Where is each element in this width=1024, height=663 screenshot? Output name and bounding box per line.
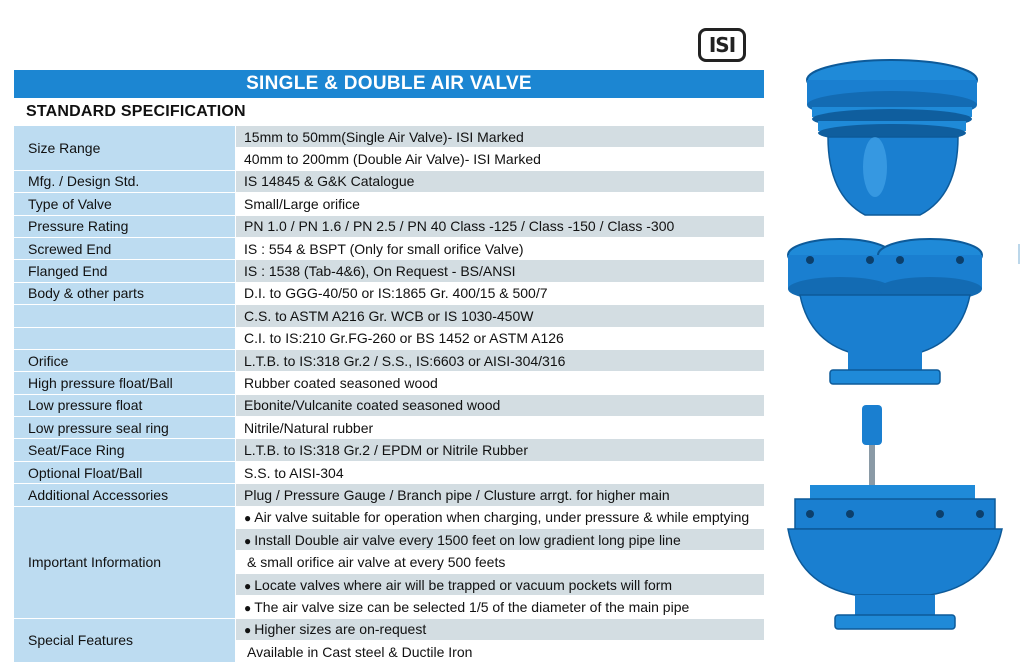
table-row — [14, 439, 764, 461]
special-features-line — [236, 618, 765, 640]
row-value: Nitrile/Natural rubber — [236, 417, 765, 439]
table-row — [14, 282, 764, 304]
table-row — [14, 193, 764, 215]
section-heading: STANDARD SPECIFICATION — [26, 103, 246, 120]
row-label — [14, 327, 236, 349]
row-label: Low pressure seal ring — [14, 417, 236, 439]
row-value: C.I. to IS:210 Gr.FG-260 or BS 1452 or ASTM A126 — [236, 327, 765, 349]
row-label: Body & other parts — [14, 282, 236, 304]
special-features-label: Special Features — [14, 618, 236, 663]
row-label: Orifice — [14, 349, 236, 371]
row-value: 40mm to 200mm (Double Air Valve)- ISI Marked — [236, 148, 765, 170]
valve-images — [770, 55, 1020, 645]
row-label: Type of Valve — [14, 193, 236, 215]
bullet-icon: ● — [244, 600, 252, 615]
line-text: Locate valves where air will be trapped or vacuum pockets will form — [254, 576, 673, 593]
important-info-line — [236, 573, 765, 595]
row-label: Pressure Rating — [14, 215, 236, 237]
line-text: Install Double air valve every 1500 feet on low gradient long pipe line — [254, 531, 681, 548]
important-info-label: Important Information — [14, 506, 236, 618]
row-label: Size Range — [14, 126, 236, 170]
row-value: IS : 1538 (Tab-4&6), On Request - BS/ANSI — [236, 260, 765, 282]
row-label: Screwed End — [14, 237, 236, 259]
row-label: Mfg. / Design Std. — [14, 170, 236, 192]
row-value: Rubber coated seasoned wood — [236, 372, 765, 394]
bullet-icon: ● — [244, 511, 252, 526]
line-text: The air valve size can be selected 1/5 of the diameter of the main pipe — [254, 598, 690, 615]
line-text: & small orifice air valve at every 500 feets — [247, 554, 506, 571]
special-features-line — [236, 640, 765, 662]
bullet-icon: ● — [244, 623, 252, 638]
row-label: Additional Accessories — [14, 484, 236, 506]
double-air-valve-image — [788, 239, 982, 384]
row-value: PN 1.0 / PN 1.6 / PN 2.5 / PN 40 Class -125 / Class -150 / Class -300 — [236, 215, 765, 237]
row-value: L.T.B. to IS:318 Gr.2 / EPDM or Nitrile Rubber — [236, 439, 765, 461]
triple-air-valve-image — [788, 405, 1002, 629]
row-value: L.T.B. to IS:318 Gr.2 / S.S., IS:6603 or AISI-304/316 — [236, 349, 765, 371]
bullet-icon: ● — [244, 533, 252, 548]
row-value: IS : 554 & BSPT (Only for small orifice Valve) — [236, 237, 765, 259]
row-value: Small/Large orifice — [236, 193, 765, 215]
table-row — [14, 372, 764, 394]
table-row — [14, 484, 764, 506]
table-row — [14, 215, 764, 237]
table-row — [14, 461, 764, 483]
table-row — [14, 394, 764, 416]
row-label: High pressure float/Ball — [14, 372, 236, 394]
table-row — [14, 506, 764, 528]
isi-logo: ISI — [698, 28, 746, 62]
row-label: Flanged End — [14, 260, 236, 282]
table-row — [14, 417, 764, 439]
row-label: Low pressure float — [14, 394, 236, 416]
important-info-line — [236, 506, 765, 528]
important-info-line — [236, 551, 765, 573]
line-text: Higher sizes are on-request — [254, 621, 427, 638]
table-row — [14, 237, 764, 259]
table-row — [14, 305, 764, 327]
row-label: Optional Float/Ball — [14, 461, 236, 483]
important-info-line — [236, 596, 765, 618]
row-value: S.S. to AISI-304 — [236, 461, 765, 483]
table-row — [14, 260, 764, 282]
row-label: Seat/Face Ring — [14, 439, 236, 461]
line-text: Available in Cast steel & Ductile Iron — [247, 643, 473, 660]
single-air-valve-image — [807, 60, 977, 215]
table-row — [14, 349, 764, 371]
row-value: IS 14845 & G&K Catalogue — [236, 170, 765, 192]
row-label — [14, 305, 236, 327]
row-value: C.S. to ASTM A216 Gr. WCB or IS 1030-450W — [236, 305, 765, 327]
row-value: 15mm to 50mm(Single Air Valve)- ISI Marked — [236, 126, 765, 148]
table-row — [14, 618, 764, 640]
row-value: D.I. to GGG-40/50 or IS:1865 Gr. 400/15 & 500/7 — [236, 282, 765, 304]
table-row — [14, 170, 764, 192]
important-info-line — [236, 529, 765, 551]
line-text: Air valve suitable for operation when charging, under pressure & while emptying — [254, 509, 750, 526]
row-value: Ebonite/Vulcanite coated seasoned wood — [236, 394, 765, 416]
specification-table — [14, 126, 764, 663]
row-value: Plug / Pressure Gauge / Branch pipe / Clusture arrgt. for higher main — [236, 484, 765, 506]
bullet-icon: ● — [244, 578, 252, 593]
table-row — [14, 126, 764, 148]
table-row — [14, 327, 764, 349]
page-title: SINGLE & DOUBLE AIR VALVE — [14, 70, 764, 98]
